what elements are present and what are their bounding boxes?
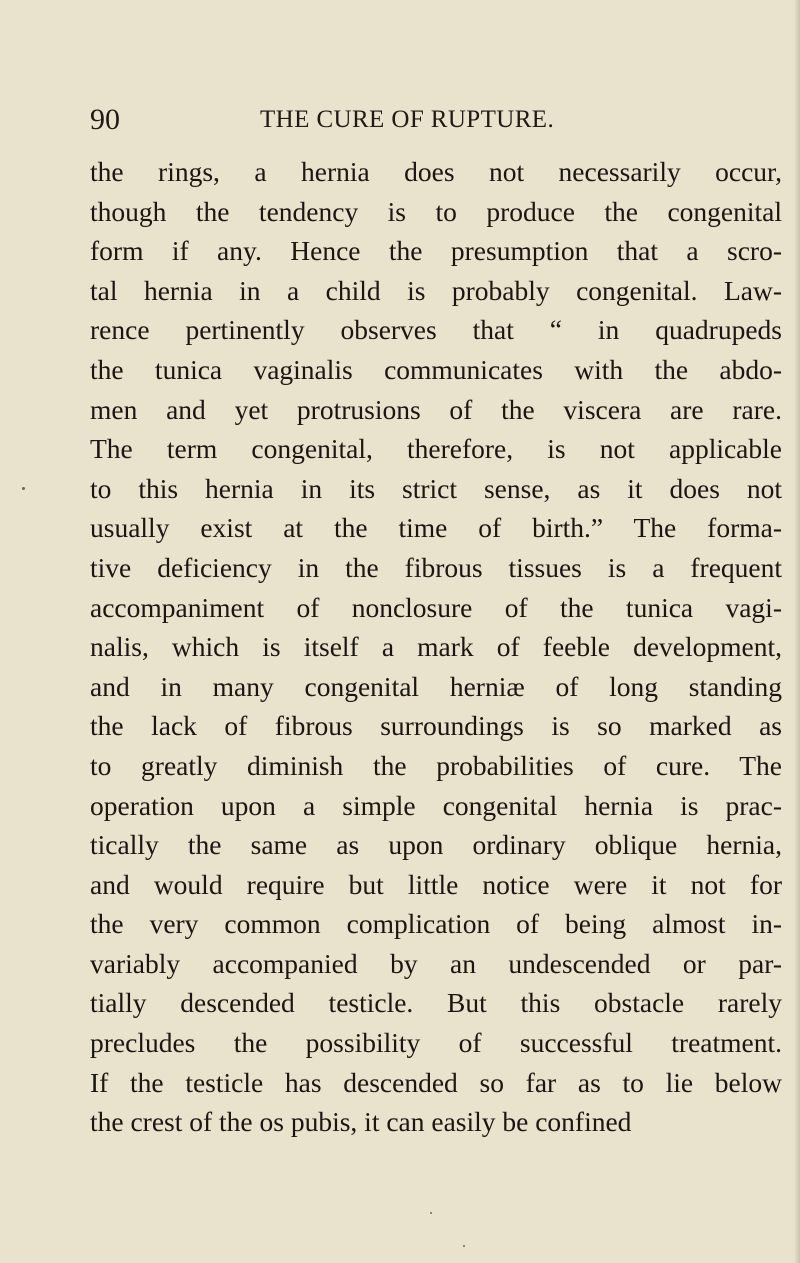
text-line: The term congenital, therefore, is not applicable bbox=[90, 433, 782, 465]
text-line: and would require but little notice were it not for bbox=[90, 868, 782, 900]
text-line: the very common complication of being almost in- bbox=[90, 908, 782, 940]
paper-speck bbox=[430, 1212, 432, 1214]
running-title: THE CURE OF RUPTURE. bbox=[260, 106, 555, 133]
text-line: accompaniment of nonclosure of the tunica vagi- bbox=[90, 591, 782, 623]
text-line: tically the same as upon ordinary oblique hernia, bbox=[90, 829, 782, 861]
text-line: the rings, a hernia does not necessarily occur, bbox=[90, 156, 782, 187]
text-line: precludes the possibility of successful treatment. bbox=[90, 1027, 782, 1059]
text-line: though the tendency is to produce the congenital bbox=[90, 195, 782, 227]
text-line: tal hernia in a child is probably congenital. Law- bbox=[90, 274, 782, 306]
text-line: the lack of fibrous surroundings is so marked as bbox=[90, 710, 782, 742]
running-head bbox=[90, 100, 780, 140]
text-line: form if any. Hence the presumption that a scro- bbox=[90, 235, 782, 267]
body-paragraph bbox=[90, 152, 782, 1142]
text-line: tially descended testicle. But this obstacle rarely bbox=[90, 987, 782, 1019]
text-line: the crest of the os pubis, it can easily be confined bbox=[90, 1106, 632, 1138]
text-line: If the testicle has descended so far as to lie below bbox=[90, 1066, 782, 1098]
text-line: men and yet protrusions of the viscera are rare. bbox=[90, 393, 782, 425]
page-number: 90 bbox=[90, 103, 120, 136]
text-line: tive deficiency in the fibrous tissues is a frequent bbox=[90, 551, 782, 583]
text-line: to this hernia in its strict sense, as it does not bbox=[90, 472, 782, 504]
text-line: usually exist at the time of birth.” The forma- bbox=[90, 512, 782, 544]
paper-speck bbox=[22, 487, 25, 490]
paper-speck bbox=[463, 1245, 465, 1247]
text-line: nalis, which is itself a mark of feeble development, bbox=[90, 631, 782, 663]
page-edge-shadow bbox=[794, 0, 800, 1263]
text-line: variably accompanied by an undescended or par- bbox=[90, 947, 782, 979]
text-line: rence pertinently observes that “ in quadrupeds bbox=[90, 314, 782, 346]
text-line: the tunica vaginalis communicates with the abdo- bbox=[90, 353, 782, 385]
text-line: to greatly diminish the probabilities of cure. The bbox=[90, 749, 782, 781]
text-line: operation upon a simple congenital hernia is prac- bbox=[90, 789, 782, 821]
text-line: and in many congenital herniæ of long standing bbox=[90, 670, 782, 702]
